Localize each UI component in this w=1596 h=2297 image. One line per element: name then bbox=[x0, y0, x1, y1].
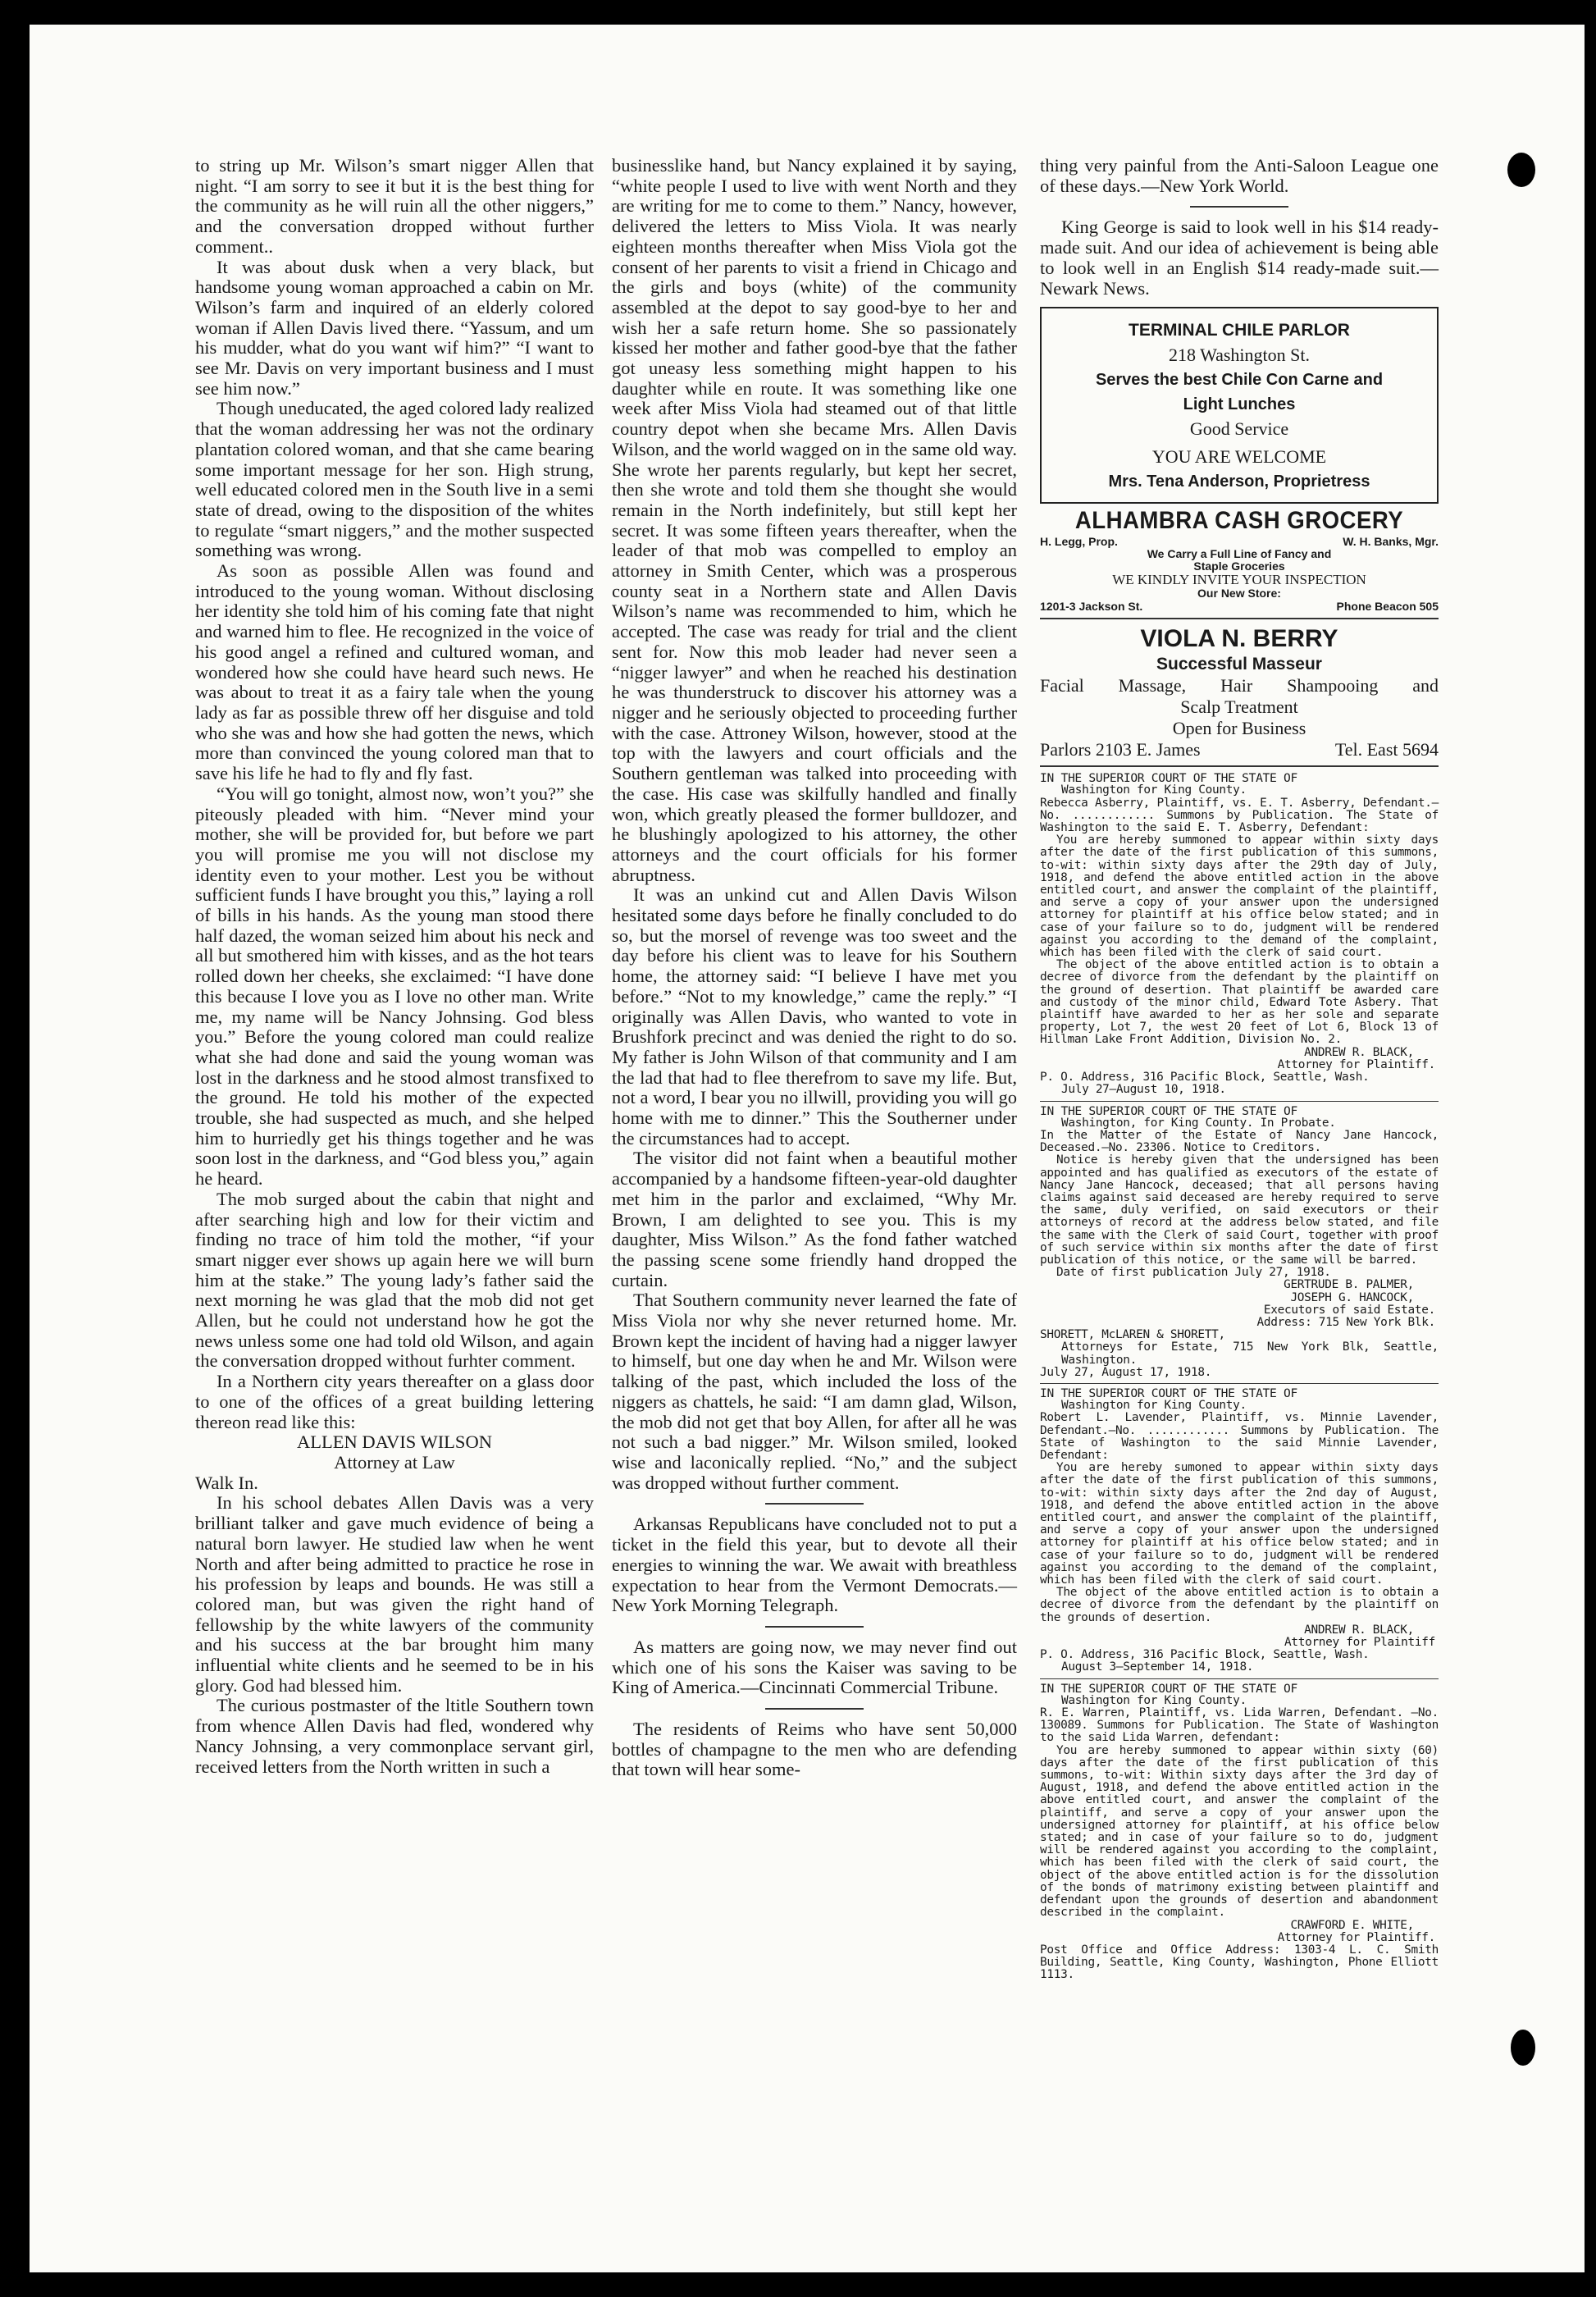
notice-dates: August 3—September 14, 1918. bbox=[1061, 1660, 1254, 1674]
advert-contact-row bbox=[1040, 739, 1439, 760]
advert-line: Scalp Treatment bbox=[1180, 696, 1298, 718]
notice-text: The object of the above entitled action is to obtain a decree of divorce from the defendant by the plaintiff on the grounds of desertion. bbox=[1040, 1586, 1439, 1624]
advert-title: ALHAMBRA CASH GROCERY bbox=[1074, 507, 1404, 535]
advert-proprietor: H. Legg, Prop. bbox=[1040, 535, 1118, 549]
notice-text: The object of the above entitled action is to obtain a decree of divorce from the defendant by the plaintiff on the ground of desertion. That plaintiff be awarded care and custody of the minor child, Edward Tote Asbery. That plaintiff have awarded to her as her sole and separate property, Lot 7, the west 20 feet of Lot 6, Block 13 of Hillman Lake Front Addition, Division No. 2. bbox=[1040, 958, 1439, 1047]
notice-text: You are hereby sumoned to appear within sixty days after the date of the first publication of this summons, to-wit: within sixty days after the 2nd day of August, 1918, and defend the above entitled action in the above entitled court, and answer the complaint of the plaintiff, and serve a copy of your answer upon the undersigned attorney for plaintiff at his office below stated; and in case of your failure so to do, judgment will be rendered against you according to the demand of the complaint, which has been filed with the clerk of said court. bbox=[1040, 1461, 1439, 1587]
punch-hole-top bbox=[1507, 153, 1535, 187]
advert-line: Staple Groceries bbox=[1193, 559, 1285, 573]
paragraph: businesslike hand, but Nancy explained it by saying, “white people I used to live with went North and they are writing for me to come to them.” Nancy, however, delivered the letters to Miss Viola. It was nearly eighteen months thereafter when Miss Viola got the consent of her parents to visit a friend in Chicago and the girls and boys (white) of the community assembled at the depot to say good-bye to her and wish her a safe return home. She so passionately kissed her mother and father good-bye that the father got uneasy less something might happen to his daughter while en route. It was something like one week after Miss Viola had steamed out of that little country depot when she became Mrs. Allen Davis Wilson, and the world wagged on in the same old way. She wrote her parents regularly, but kept her secret, then she wrote and told them she thought she would remain in the North indefinitely, but still kept her secret. It was some fifteen years thereafter, when the leader of that mob was compelled to employ an attorney in Smith Center, which was a prosperous county seat in a Northern state and Allen Davis Wilson’s name was recommended to him, which he accepted. The case was ready for trial and the client sent for. Now this mob leader had never seen a “nigger lawyer” and when he reached his destination he was thunderstruck to discover his attorney was a nigger and he seriously objected to proceeding further with the case. Attroney Wilson, however, stood at the top with the lawyers and court officials and the Southern gentleman was talked into proceeding with the case. His case was skilfully handled and finally won, which greatly pleased the former bulldozer, and he blushingly apologized to his attorney, the other attorneys and the court officials for his former abruptness. bbox=[612, 155, 1017, 885]
paragraph: That Southern community never learned the fate of Miss Viola nor why she never returned home. Mr. Brown kept the incident of having had a nigger lawyer to himself, but one day when he and Mr. Wilson were talking of the past, which included the loss of the niggers as chattels, he said: “I am damn glad, Wilson, the mob did not get that boy Allen, for after all he was not such a bad nigger.” Mr. Wilson smiled, looked wise and laconically replied. “No,” and the subject was dropped without further comment. bbox=[612, 1290, 1017, 1493]
notice-firm: Attorneys for Estate, 715 New York Blk, Seattle, Washington. bbox=[1061, 1340, 1439, 1367]
divider bbox=[765, 1626, 864, 1628]
advert-line: WE KINDLY INVITE YOUR INSPECTION bbox=[1112, 572, 1366, 588]
paragraph: In a Northern city years thereafter on a glass door to one of the offices of a great building lettering thereon read like this: bbox=[195, 1371, 594, 1432]
notice-signature: CRAWFORD E. WHITE, bbox=[1290, 1918, 1414, 1932]
paragraph: It was an unkind cut and Allen Davis Wilson hesitated some days before he finally concluded to do so, but the morsel of revenge was too sweet and the day before his client was to leave for his Southern home, the attorney said: “I believe I have met you before.” “Not to my knowledge,” came the reply.” “I originally was Allen Davis, who wanted to vote in Brushfork precinct and was denied the right to do so. My father is John Wilson of that community and I am the lad that had to flee therefrom to save my life. But, not a word, I bear you no illwill, providing you will go home with me to dinner.” This the Southerner under the circumstances had to accept. bbox=[612, 884, 1017, 1148]
notice-text: In the Matter of the Estate of Nancy Jane Hancock, Deceased.—No. 23306. Notice to Creditors. bbox=[1040, 1128, 1439, 1155]
notice-signature: Attorney for Plaintiff bbox=[1284, 1636, 1435, 1650]
scan-edge bbox=[1585, 0, 1596, 2297]
notice-text: Notice is hereby given that the undersigned has been appointed and has qualified as executors of the estate of Nancy Jane Hancock, deceased; that all persons having claims against said deceased are hereby required to serve the same, duly verified, on said executors or their attorneys of record at the address below stated, and file the same with the Clerk of said Court, together with proof of such service within six months after the date of first publication of this notice, or the same will be barred. bbox=[1040, 1153, 1439, 1267]
notice-address: Address: 715 New York Blk. bbox=[1256, 1315, 1435, 1329]
advert-viola-n-berry bbox=[1040, 624, 1439, 760]
notice-text: Robert L. Lavender, Plaintiff, vs. Minnie Lavender, Defendant.—No. ............ Summons by Publication. The State of Washington to the said Minnie Lavender, Defendant: bbox=[1040, 1411, 1439, 1462]
advert-line: Facial Massage, Hair Shampooing and bbox=[1040, 675, 1439, 696]
advert-manager: W. H. Banks, Mgr. bbox=[1343, 535, 1439, 549]
notice-signature: Attorney for Plaintiff. bbox=[1277, 1057, 1435, 1071]
notice-address: P. O. Address, 316 Pacific Block, Seattle, Wash. bbox=[1040, 1648, 1370, 1662]
notice-heading: IN THE SUPERIOR COURT OF THE STATE OF bbox=[1040, 1681, 1297, 1696]
advert-subtitle: Successful Masseur bbox=[1156, 655, 1322, 674]
advert-line: Light Lunches bbox=[1183, 395, 1296, 414]
notice-firm: SHORETT, McLAREN & SHORETT, bbox=[1040, 1328, 1225, 1342]
advert-phone: Phone Beacon 505 bbox=[1336, 600, 1439, 614]
advert-line: Good Service bbox=[1189, 418, 1289, 440]
divider bbox=[1040, 618, 1439, 619]
notice-heading: IN THE SUPERIOR COURT OF THE STATE OF bbox=[1040, 1386, 1297, 1400]
divider bbox=[1040, 1101, 1439, 1102]
advert-line: Open for Business bbox=[1172, 718, 1306, 739]
paragraph: The visitor did not faint when a beautiful mother accompanied by a handsome fifteen-year-old daughter met him in the parlor and exclaimed, “Why Mr. Brown, I am delighted to see you. This is my daughter, Miss Wilson.” As the fond father watched the passing scene some friendly hand dropped the curtain. bbox=[612, 1148, 1017, 1290]
notice-text: Rebecca Asberry, Plaintiff, vs. E. T. Asberry, Defendant.—No. ............ Summons by Publication. The State of Washington to the said E. T. Asberry, Defendant: bbox=[1040, 796, 1439, 835]
notice-heading: Washington, for King County. In Probate. bbox=[1061, 1116, 1336, 1130]
divider bbox=[1040, 1678, 1439, 1679]
paragraph: As soon as possible Allen was found and introduced to the young woman. Without disclosing her identity she told him of his coming fate that night and warned him to flee. He recognized in the voice of his good angel a refined and cultured woman, and wondered how she could have heard such news. He was about to treat it as a fairy tale when the young lady as far as possible threw off her disguise and told who she was and how she had gotten the news, which more than convinced the young colored man that to save his life he had to fly and fly fast. bbox=[195, 560, 594, 784]
news-item: As matters are going now, we may never find out which one of his sons the Kaiser was saving to be King of America.—Cincinnati Commercial Tribune. bbox=[612, 1636, 1017, 1698]
notice-heading: Washington for King County. bbox=[1061, 783, 1247, 797]
news-item: thing very painful from the Anti-Saloon League one of these days.—New York World. bbox=[1040, 155, 1439, 196]
notice-heading: IN THE SUPERIOR COURT OF THE STATE OF bbox=[1040, 1103, 1297, 1118]
advert-address: Parlors 2103 E. James bbox=[1040, 739, 1201, 760]
divider bbox=[1040, 1383, 1439, 1384]
notice-dates: July 27—August 10, 1918. bbox=[1061, 1083, 1226, 1097]
legal-notice-warren bbox=[1040, 1683, 1439, 1982]
legal-notice-asberry bbox=[1040, 772, 1439, 1096]
notice-heading: IN THE SUPERIOR COURT OF THE STATE OF bbox=[1040, 771, 1297, 786]
door-sign-name: ALLEN DAVIS WILSON bbox=[297, 1432, 492, 1453]
notice-signature: Executors of said Estate. bbox=[1263, 1303, 1435, 1317]
punch-hole-bottom bbox=[1511, 2030, 1535, 2066]
advert-line: Our New Store: bbox=[1197, 587, 1281, 601]
news-item: King George is said to look well in his $14 ready-made suit. And our idea of achievement is being able to look well in an English $14 ready-made suit.—Newark News. bbox=[1040, 217, 1439, 299]
divider bbox=[1040, 765, 1439, 767]
advert-line: Serves the best Chile Con Carne and bbox=[1095, 371, 1384, 390]
advert-staff-row bbox=[1040, 535, 1439, 548]
notice-text: R. E. Warren, Plaintiff, vs. Lida Warren, Defendant. —No. 130089. Summons for Publication. The State of Washington to the said Lida Warren, defendant: bbox=[1040, 1706, 1439, 1745]
advert-phone: Tel. East 5694 bbox=[1334, 739, 1439, 760]
paragraph: The curious postmaster of the ltitle Southern town from whence Allen Davis had fled, wondered why Nancy Johnsing, a very commonplace servant girl, received letters from the North written in such a bbox=[195, 1695, 594, 1777]
advert-address: 1201-3 Jackson St. bbox=[1040, 600, 1143, 614]
paragraph: In his school debates Allen Davis was a very brilliant talker and gave much evidence of being a natural born lawyer. He studied law when he went North and after being admitted to practice he rose in his profession by leaps and bounds. He was still a colored man, but was given the right hand of fellowship by the white lawyers of the community and his success at the bar brought him many influential white clients and he seemed to be in his glory. God had blessed him. bbox=[195, 1492, 594, 1696]
news-item: Arkansas Republicans have concluded not to put a ticket in the field this year, but to devote all their energies to winning the war. We await with breathless expectation to hear from the Vermont Democrats.—New York Morning Telegraph. bbox=[612, 1514, 1017, 1616]
door-sign-title: Attorney at Law bbox=[334, 1452, 455, 1473]
column-2 bbox=[612, 156, 1017, 1780]
notice-heading: Washington for King County. bbox=[1061, 1693, 1247, 1707]
door-sign-walk-in: Walk In. bbox=[195, 1472, 258, 1493]
notice-text: Date of first publication July 27, 1918. bbox=[1056, 1266, 1331, 1280]
advert-contact-row bbox=[1040, 600, 1439, 613]
paragraph: The mob surged about the cabin that night and after searching high and low for their victim and finding no trace of him told the mother, “if your smart nigger ever shows up again here we will burn him at the stake.” The young lady’s father said the next morning he was glad that the mob did not get Allen, but he could not understand how he got the news unless some one had told old Wilson, and again the conversation dropped without furhter comment. bbox=[195, 1188, 594, 1372]
notice-signature: ANDREW R. BLACK, bbox=[1304, 1045, 1414, 1059]
paragraph: to string up Mr. Wilson’s smart nigger Allen that night. “I am sorry to see it but it is the best thing for the community as he will ruin all the other niggers,” and the conversation dropped without further comment.. bbox=[195, 155, 594, 257]
paragraph: Though uneducated, the aged colored lady realized that the woman addressing her was not the ordinary plantation colored woman, and that she came bearing some important message for her son. High strung, well educated colored men in the South live in a semi state of dread, owing to the disposition of the whites to regulate “smart niggers,” and the mother suspected something was wrong. bbox=[195, 398, 594, 561]
paragraph: It was about dusk when a very black, but handsome young woman approached a cabin on Mr. Wilson’s farm and inquired of an elderly colored woman if Allen Davis lived there. “Yassum, and um his mudder, what do you want wif him?” “I want to see Mr. Davis on very important business and I must see him now.” bbox=[195, 256, 594, 399]
notice-address: Post Office and Office Address: 1303-4 L. C. Smith Building, Seattle, King County, Washington, Phone Elliott 1113. bbox=[1040, 1943, 1439, 1982]
advert-proprietor: Mrs. Tena Anderson, Proprietress bbox=[1108, 473, 1370, 491]
advert-title: VIOLA N. BERRY bbox=[1140, 625, 1338, 653]
notice-signature: GERTRUDE B. PALMER, bbox=[1284, 1278, 1414, 1292]
advert-line: YOU ARE WELCOME bbox=[1151, 446, 1327, 468]
notice-signature: Attorney for Plaintiff. bbox=[1277, 1930, 1435, 1944]
legal-notice-hancock bbox=[1040, 1105, 1439, 1379]
advert-line: We Carry a Full Line of Fancy and bbox=[1147, 547, 1332, 561]
advert-alhambra-cash-grocery bbox=[1040, 507, 1439, 613]
column-3 bbox=[1040, 156, 1439, 1982]
advert-terminal-chile-parlor bbox=[1040, 307, 1439, 504]
divider bbox=[765, 1708, 864, 1710]
notice-address: P. O. Address, 316 Pacific Block, Seattle, Wash. bbox=[1040, 1071, 1370, 1085]
notice-text: You are hereby summoned to appear within sixty (60) days after the date of the first publication of this summons, to-wit: Within sixty days after the 3rd day of August, 1918, and defend the above entitled action in the above entitled court, and answer the complaint of the plaintiff, and serve a copy of your answer upon the undersigned attorney for plaintiff, at his office below stated; and in case of your failure so to do, judgment will be rendered against you according to the complaint, which has been filed with the clerk of said court, the object of the above entitled action is for the dissolution of the bonds of matrimony existing between plaintiff and defendant upon the grounds of desertion and abandonment described in the complaint. bbox=[1040, 1743, 1439, 1920]
notice-dates: July 27, August 17, 1918. bbox=[1040, 1365, 1212, 1379]
divider bbox=[1190, 206, 1288, 208]
notice-signature: ANDREW R. BLACK, bbox=[1304, 1623, 1414, 1637]
divider bbox=[765, 1503, 864, 1505]
news-item: The residents of Reims who have sent 50,000 bottles of champagne to the men who are defending that town will hear some- bbox=[612, 1719, 1017, 1780]
column-1 bbox=[195, 156, 594, 1777]
paragraph: “You will go tonight, almost now, won’t you?” she piteously pleaded with him. “Never mind your mother, she will be provided for, but before we part you will promise me you will not disclose my identity even to your mother. Lest you be without sufficient funds I have brought you this,” laying a roll of bills in his hands. As the young man stood there half dazed, the woman seized him about his neck and all but smothered him with kisses, and as the hot tears rolled down her cheeks, she exclaimed: “I have done this because I love you as I love no other man. Write me, my name will be Nancy Johnsing. God bless you.” Before the young colored man could realize what she had done and said the young woman was lost in the darkness and he stood almost transfixed to the ground. He told his mother of the expected trouble, she had suspected as much, and she helped him to hurriedly get his things together and he was soon lost in the darkness, and “God bless you,” again he heard. bbox=[195, 783, 594, 1190]
advert-address: 218 Washington St. bbox=[1168, 345, 1310, 366]
notice-text: You are hereby summoned to appear within sixty days after the date of the first publication of this summons, to-wit: within sixty days after the 29th day of July, 1918, and defend the above entitled action in the above entitled court, and answer the complaint of the plaintiff, and serve a copy of your answer upon the undersigned attorney for plaintiff at his office below stated; and in case of your failure so to do, judgment will be rendered against you according to the demand of the complaint, which has been filed with the clerk of said court. bbox=[1040, 833, 1439, 960]
notice-signature: JOSEPH G. HANCOCK, bbox=[1290, 1290, 1414, 1304]
notice-heading: Washington for King County. bbox=[1061, 1399, 1247, 1413]
advert-title: TERMINAL CHILE PARLOR bbox=[1129, 321, 1350, 340]
legal-notice-lavender bbox=[1040, 1387, 1439, 1674]
